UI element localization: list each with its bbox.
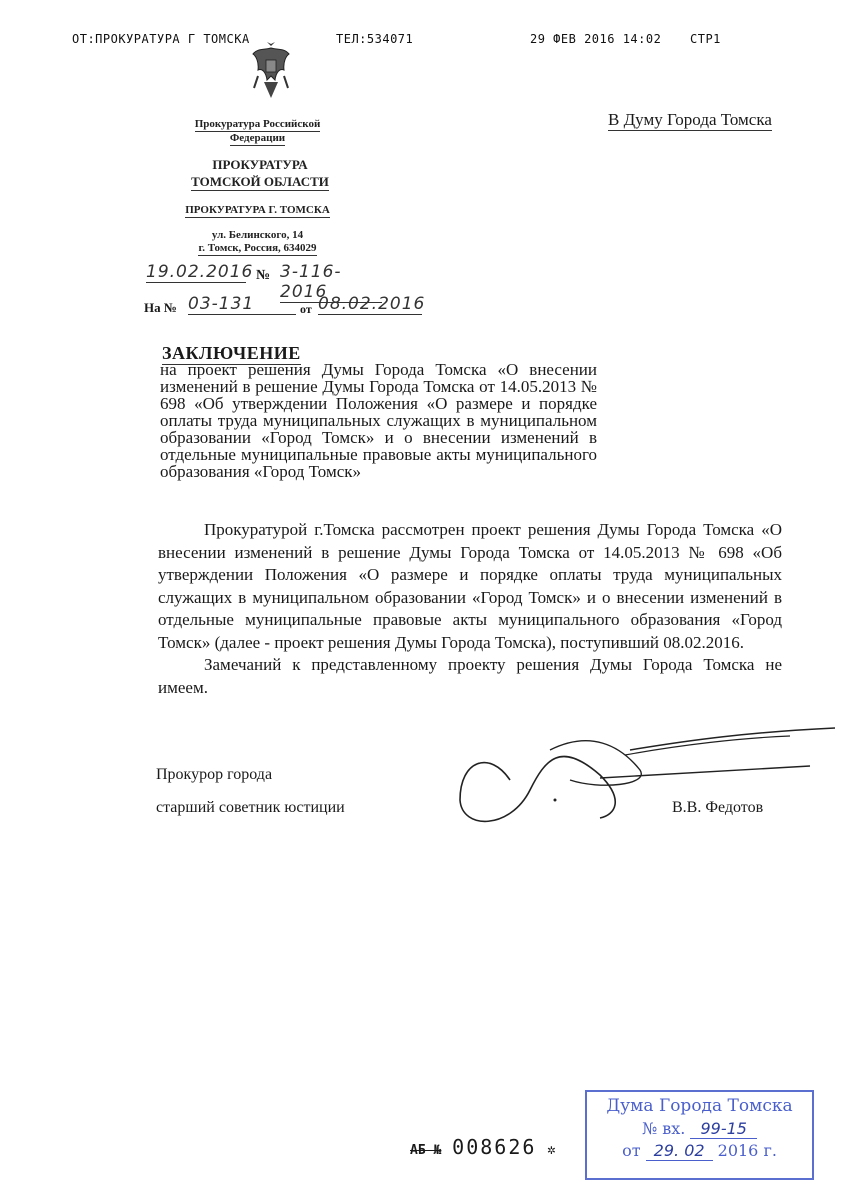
sender-org (180, 156, 340, 191)
serial-prefix: АБ № (410, 1143, 442, 1158)
sender-line2: Федерации (229, 132, 286, 144)
fax-phone: ТЕЛ:534071 (336, 32, 414, 46)
stamp-incoming-row (587, 1119, 812, 1138)
document-subject: на проект решения Думы Города Томска «О внесении изменений в решение Думы Города Томска от 14.05.2013 № 698 «Об утверждении Положения «О размере и порядке оплаты труда муниципальных служащих в муниципальном образовании «Город Томск» и о внесении изменений в отдельные муниципальные правовые акты муниципального образования «Город Томск» (160, 360, 597, 481)
paragraph-1: Прокуратурой г.Томска рассмотрен проект решения Думы Города Томска «О внесении изменений в решение Думы Города Томска от 14.05.2013 № 698 «Об утверждении Положения «О размере и порядке оплаты труда муниципальных служащих в муниципальном образовании «Город Томск» и о внесении изменений в отдельные муниципальные правовые акты муниципального образования «Город Томск» (далее - проект решения Думы Города Томска), поступивший 08.02.2016. (158, 520, 782, 652)
stamp-date-value: 29. 02 (646, 1141, 713, 1161)
handwritten-signature (450, 720, 840, 840)
signatory-name: В.В. Федотов (672, 799, 764, 816)
sender-line1: Прокуратура Российской (194, 118, 321, 130)
sender-org3: ПРОКУРАТУРА Г. ТОМСКА (185, 204, 330, 216)
outgoing-number: 3-116-2016 (280, 262, 382, 303)
sender-org1: ПРОКУРАТУРА (212, 157, 308, 172)
sender-address (175, 229, 340, 256)
sender-addr1: ул. Белинского, 14 (211, 229, 304, 241)
fax-page: СТР1 (690, 32, 721, 46)
outgoing-date: 19.02.2016 (146, 262, 254, 282)
sender-header (170, 118, 345, 146)
stamp-suffix: г. (763, 1141, 777, 1160)
signatory-position-2: старший советник юстиции (156, 799, 345, 816)
outgoing-no-label: № (256, 268, 271, 283)
reference-date: 08.02.2016 (318, 294, 426, 314)
signatory-position-1: Прокурор города (156, 766, 273, 783)
serial-number: 008626 (452, 1135, 537, 1159)
document-title: ЗАКЛЮЧЕНИЕ (162, 343, 301, 363)
body-text (158, 519, 782, 699)
fax-from: ОТ:ПРОКУРАТУРА Г ТОМСКА (72, 32, 250, 46)
stamp-date-label: от (622, 1141, 641, 1160)
sender-addr2: г. Томск, Россия, 634029 (198, 242, 317, 254)
stamp-year: 2016 (717, 1141, 759, 1160)
reference-number: 03-131 (188, 294, 296, 315)
paragraph-2: Замечаний к представленному проекту решения Думы Города Томска не имеем. (158, 655, 782, 697)
sender-org3-wrap (175, 204, 340, 218)
stamp-in-value: 99-15 (690, 1119, 757, 1139)
recipient: В Думу Города Томска (608, 110, 772, 129)
incoming-stamp (585, 1090, 814, 1180)
reference-from-label: от (300, 302, 312, 316)
sender-org2: ТОМСКОЙ ОБЛАСТИ (191, 174, 329, 189)
fax-datetime: 29 ФЕВ 2016 14:02 (530, 32, 662, 46)
serial-mark-icon: ✲ (547, 1142, 556, 1158)
coat-of-arms-emblem (250, 40, 292, 102)
stamp-date-row (587, 1141, 812, 1160)
form-serial (410, 1135, 556, 1159)
reference-label: На № (144, 300, 177, 315)
stamp-org: Дума Города Томска (606, 1096, 793, 1116)
stamp-in-label: № вх. (642, 1119, 686, 1138)
